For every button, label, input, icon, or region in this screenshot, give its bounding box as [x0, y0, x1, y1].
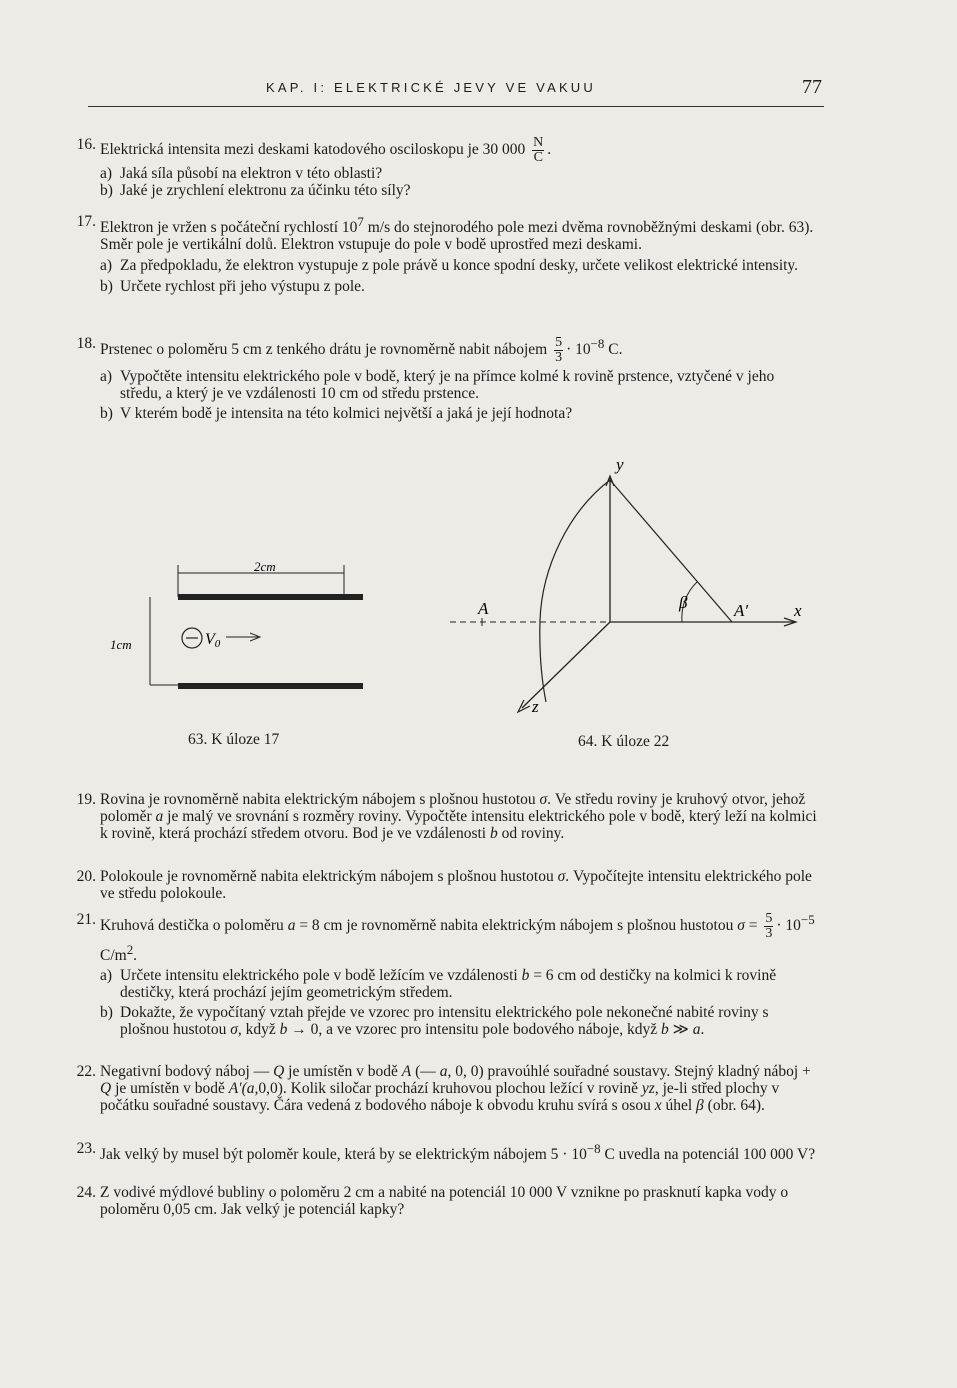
z-axis [522, 622, 610, 708]
subquestion-a: a) Určete intensitu elektrického pole v bodě ležícím ve vzdálenosti b = 6 cm od destičky na kolmici k rovině destičky, která prochází jejím geometrickým středem. [100, 967, 777, 1002]
problem-21 [70, 911, 818, 1038]
running-title: KAP. I: ELEKTRICKÉ JEVY VE VAKUU [266, 80, 596, 95]
point-a-label: A [478, 599, 489, 618]
subquestion-b: b) Dokažte, že vypočítaný vztah přejde ve vzorec pro intensitu elektrického pole nekonečné nabité roviny s plošnou hustotou σ, když b → 0, a ve vzorec pro intensitu pole bodového náboje, když b ≫ a. [100, 1004, 769, 1039]
page-header [88, 78, 824, 107]
page-number: 77 [802, 76, 822, 98]
z-axis-label: z [532, 697, 539, 716]
problem-24 [70, 1184, 818, 1218]
subquestion-a: a) Jaká síla působí na elektron v této oblasti? [100, 165, 383, 182]
problem-number: 21. [76, 911, 96, 928]
problem-17 [70, 213, 818, 295]
problem-text: Rovina je rovnoměrně nabita elektrickým nábojem s plošnou hustotou σ. Ve středu roviny je kruhový otvor, jehož poloměr a je malý ve srovnání s rozměry roviny. Vypočtěte intensitu elektrického pole v bodě, který leží na kolmici k rovině, která prochází středem otvoru. Bod je ve vzdálenosti b od roviny. [100, 791, 817, 842]
problem-number: 17. [76, 213, 96, 230]
upper-plate [178, 594, 363, 600]
problem-19 [70, 791, 818, 842]
problem-text: Jak velký by musel být poloměr koule, která by se elektrickým nábojem $5 \cdot 10^{-8}$ C uvedla na potenciál 100 000 V? [100, 1141, 816, 1164]
problem-number: 22. [76, 1063, 96, 1080]
problem-text: Polokoule je rovnoměrně nabita elektrickým nábojem s plošnou hustotou σ. Vypočítejte intensitu elektrického pole ve středu polokoule. [100, 868, 812, 902]
beta-label: β [679, 593, 688, 612]
problem-number: 23. [76, 1140, 96, 1157]
subquestion-a: a) Vypočtěte intensitu elektrického pole v bodě, který je na přímce kolmé k rovině prstence, vztyčené v jeho středu, a který je ve vzdálenosti 10 cm od středu prstence. [100, 368, 775, 403]
subquestion-b: b) Určete rychlost při jeho výstupu z pole. [100, 278, 365, 296]
figure-63-diagram [108, 555, 378, 695]
problem-text: Prstenec o poloměru 5 cm z tenkého drátu je rovnoměrně nabit nábojem $\frac{5}{3}$ · $10^{-8}$ C. [100, 335, 623, 366]
lower-plate [178, 683, 363, 689]
point-a-prime-label: A′ [734, 601, 749, 620]
problem-text: Kruhová destička o poloměru a = 8 cm je rovnoměrně nabita elektrickým nábojem s plošnou hustotou σ = $\frac{5}{3}$ · $10^{-5}$ $C/m^2$. [100, 911, 815, 965]
subquestion-b: b) V kterém bodě je intensita na této kolmici největší a jaká je její hodnota? [100, 405, 573, 423]
problem-number: 19. [76, 791, 96, 808]
problem-23 [70, 1140, 818, 1163]
fraction: $\frac{5}{3}$ [555, 335, 563, 366]
problem-text: Z vodivé mýdlové bubliny o poloměru 2 cm a nabité na potenciál 10 000 V vznikne po prasknutí kapka vody o poloměru 0,05 cm. Jak velký je potenciál kapky? [100, 1184, 789, 1218]
subquestion-b: b) Jaké je zrychlení elektronu za účinku této síly? [100, 182, 411, 199]
fraction: $\frac{5}{3}$ [765, 911, 773, 942]
line-to-circle [610, 480, 732, 622]
y-axis-label: y [616, 455, 624, 474]
circle-outline [540, 480, 610, 702]
velocity-label: V0 [205, 631, 221, 650]
problem-20 [70, 868, 818, 902]
problem-text: Elektrická intensita mezi deskami katodového osciloskopu je 30 000 $\frac{N}{C}$ . [100, 135, 552, 165]
problem-number: 24. [76, 1184, 96, 1201]
problem-22 [70, 1063, 818, 1114]
width-label: 2cm [254, 559, 276, 574]
height-label: 1cm [110, 637, 132, 652]
problem-text: Negativní bodový náboj — Q je umístěn v bodě A (— a, 0, 0) pravoúhlé souřadné soustavy. Stejný kladný náboj + Q je umístěn v bodě A′(a,0,0). Kolik siločar prochází kruhovou plochou ležící v rovině yz, je-li střed plochy v počátku souřadné soustavy. Čára vedená z bodového náboje k obvodu kruhu svírá s osou x úhel β (obr. 64). [100, 1063, 811, 1114]
problem-number: 18. [76, 335, 96, 352]
figure-64-caption: 64. K úloze 22 [578, 733, 670, 750]
x-axis-label: x [794, 601, 802, 620]
figure-63-caption: 63. K úloze 17 [188, 731, 280, 748]
problem-number: 20. [76, 868, 96, 885]
problem-18 [70, 335, 818, 422]
fraction: $\frac{N}{C}$ [533, 135, 544, 165]
problem-16 [70, 136, 818, 199]
problem-number: 16. [76, 136, 96, 153]
problem-text: Elektron je vržen s počáteční rychlostí $10^7$ m/s do stejnorodého pole mezi dvěma rovnoběžnými deskami (obr. 63). Směr pole je vertikální dolů. Elektron vstupuje do pole v bodě uprostřed mezi deskami. [100, 214, 814, 254]
figure-64-diagram [450, 450, 810, 720]
subquestion-a: a) Za předpokladu, že elektron vystupuje z pole právě u konce spodní desky, určete velikost elektrické intensity. [100, 257, 799, 275]
